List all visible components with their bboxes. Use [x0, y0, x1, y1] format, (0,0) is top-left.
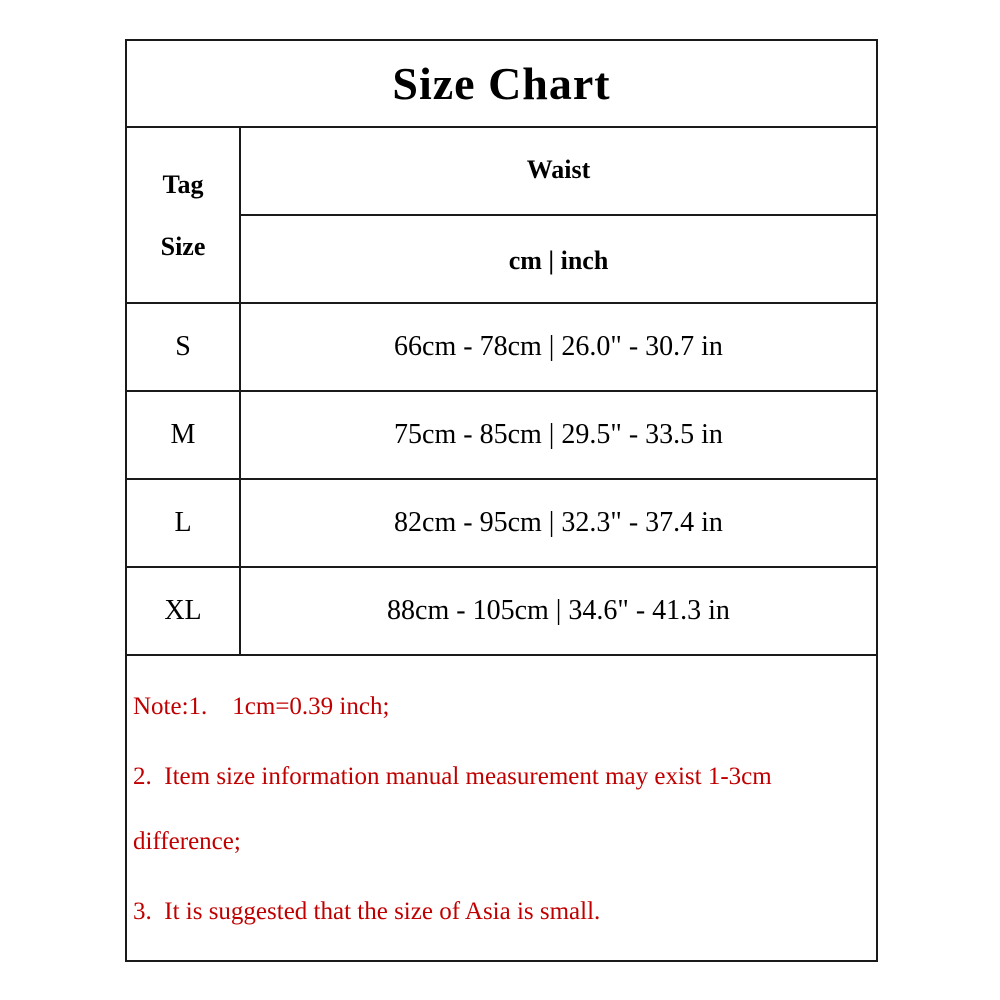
note-line-1: Note:1. 1cm=0.39 inch;	[133, 693, 390, 720]
waist-measurement-cell: 82cm - 95cm | 32.3" - 37.4 in	[394, 507, 723, 538]
table-row	[127, 568, 876, 656]
size-chart-table	[125, 39, 878, 962]
note-line-4: 3. It is suggested that the size of Asia is small.	[133, 898, 601, 925]
note-line-2: 2. Item size information manual measurement may exist 1-3cm	[133, 763, 772, 790]
waist-measurement-cell: 88cm - 105cm | 34.6" - 41.3 in	[387, 595, 730, 626]
units-header: cm | inch	[241, 216, 876, 304]
waist-header: Waist	[241, 128, 876, 216]
waist-measurement-cell: 66cm - 78cm | 26.0" - 30.7 in	[394, 331, 723, 362]
size-cell: XL	[127, 568, 241, 654]
size-grid	[127, 128, 876, 658]
table-row	[127, 392, 876, 480]
size-cell: L	[127, 480, 241, 566]
tag-size-header	[127, 128, 241, 304]
tag-header-line2: Size	[160, 232, 206, 261]
chart-title: Size Chart	[392, 58, 611, 109]
table-row	[127, 304, 876, 392]
title-row	[127, 41, 876, 128]
note-line-3: difference;	[133, 828, 241, 855]
waist-measurement-cell: 75cm - 85cm | 29.5" - 33.5 in	[394, 419, 723, 450]
size-cell: M	[127, 392, 241, 478]
table-row	[127, 480, 876, 568]
size-cell: S	[127, 304, 241, 390]
tag-header-line1: Tag	[162, 170, 204, 199]
